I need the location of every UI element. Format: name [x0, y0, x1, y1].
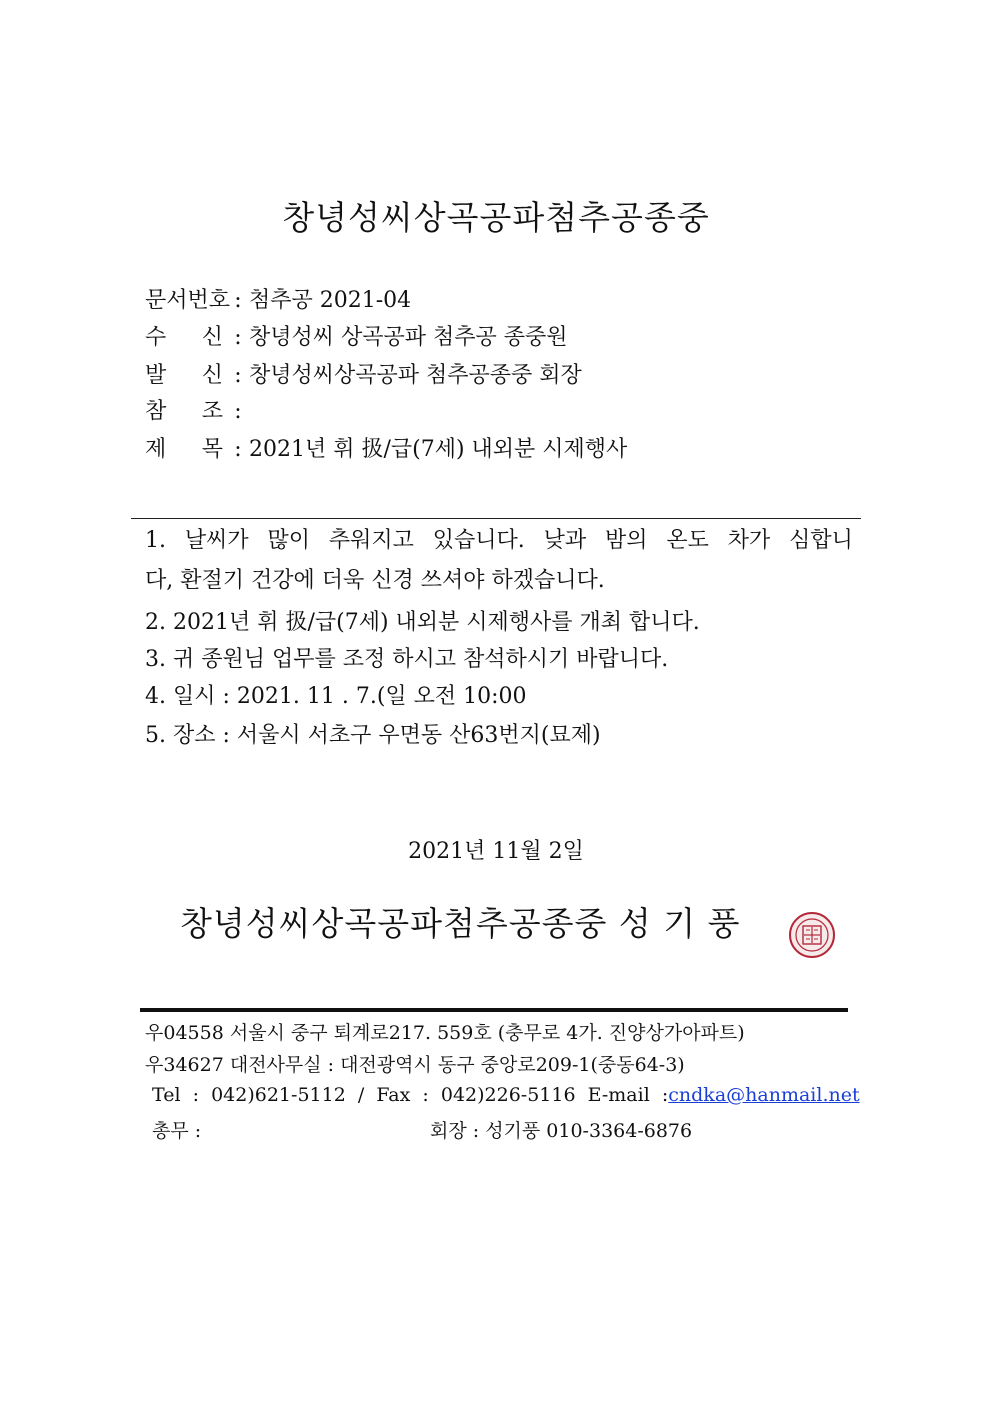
label-char: 참: [145, 399, 167, 424]
label-char: 제: [145, 437, 167, 462]
tel-fax-text: Tel : 042)621-5112 / Fax : 042)226-5116 E-mail :: [152, 1084, 669, 1106]
body-line-2: 2. 2021년 휘 扱/급(7세) 내외분 시제행사를 개최 합니다.: [145, 610, 700, 635]
colon: :: [234, 288, 242, 313]
doc-number-value: 첨추공 2021-04: [249, 288, 412, 313]
word: 있습니다.: [432, 528, 525, 553]
label-char: 목: [201, 437, 223, 462]
seal-graphic: [787, 910, 837, 960]
body-line-3: 3. 귀 종원님 업무를 조정 하시고 참석하시기 바랍니다.: [145, 647, 669, 672]
word: 추워지고: [328, 528, 414, 553]
sender-row: [145, 361, 582, 391]
recipient-label: [145, 323, 223, 353]
reference-label: [145, 397, 223, 427]
label-char: 발: [145, 363, 167, 388]
footer-address-1: 우04558 서울시 중구 퇴계로217. 559호 (충무로 4가. 진양상가아파트): [145, 1022, 745, 1044]
reference-row: [145, 397, 249, 427]
subject-row: [145, 435, 627, 465]
subject-label: [145, 435, 223, 465]
word: 밤의: [604, 528, 648, 553]
sender-value: 창녕성씨상곡공파 첨추공종중 회장: [249, 363, 582, 388]
word: 낮과: [543, 528, 587, 553]
word: 날씨가: [184, 528, 249, 553]
president-contact: 회장 : 성기풍 010-3364-6876: [430, 1120, 693, 1142]
sender-label: [145, 361, 223, 391]
footer-address-2: 우34627 대전사무실 : 대전광역시 동구 중앙로209-1(중동64-3): [145, 1054, 685, 1076]
word: 심합니: [789, 528, 853, 553]
word: 1.: [145, 528, 166, 553]
footer-officers: [152, 1116, 852, 1143]
colon: :: [234, 363, 242, 388]
doc-number-row: [145, 286, 411, 316]
body-line-4: 4. 일시 : 2021. 11 . 7.(일 오전 10:00: [145, 684, 527, 709]
footer-contact: [152, 1084, 860, 1106]
email-link[interactable]: cndka@hanmail.net: [668, 1084, 860, 1106]
subject-value: 2021년 휘 扱/급(7세) 내외분 시제행사: [249, 437, 628, 462]
header-divider: [131, 518, 861, 519]
secretary-label: 총무 :: [152, 1120, 202, 1142]
label-char: 수: [145, 325, 167, 350]
word: 차가: [727, 528, 771, 553]
document-title: 창녕성씨상곡공파첨추공종중: [282, 198, 710, 237]
body-line-1: [145, 526, 853, 556]
doc-number-label: 문서번호: [145, 288, 231, 313]
word: 많이: [267, 528, 310, 553]
recipient-row: [145, 323, 568, 353]
body-line-5: 5. 장소 : 서울시 서초구 우면동 산63번지(묘제): [145, 723, 601, 748]
colon: :: [234, 399, 242, 424]
label-char: 조: [201, 399, 223, 424]
colon: :: [234, 325, 242, 350]
signature: 창녕성씨상곡공파첨추공종중 성 기 풍: [180, 904, 741, 943]
label-char: 신: [201, 363, 223, 388]
label-char: 신: [201, 325, 223, 350]
colon: :: [234, 437, 242, 462]
document-date: 2021년 11월 2일: [408, 839, 584, 864]
official-seal-icon: [787, 910, 837, 960]
recipient-value: 창녕성씨 상곡공파 첨추공 종중원: [249, 325, 568, 350]
body-line-1b: 다, 환절기 건강에 더욱 신경 쓰셔야 하겠습니다.: [145, 568, 605, 593]
footer-divider: [140, 1008, 848, 1012]
word: 온도: [666, 528, 709, 553]
